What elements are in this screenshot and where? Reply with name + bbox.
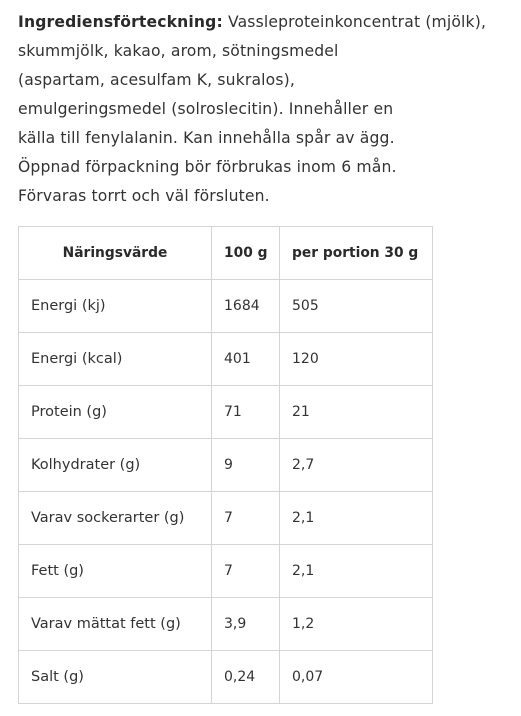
- nutrient-name: Varav sockerarter (g): [19, 492, 212, 545]
- ingredients-text: [18, 8, 518, 211]
- nutrition-header-row: [19, 227, 433, 280]
- value-per-100g: 401: [212, 333, 280, 386]
- value-per-portion: 120: [280, 333, 433, 386]
- header-per-100g: 100 g: [212, 227, 280, 280]
- value-per-100g: 1684: [212, 280, 280, 333]
- value-per-100g: 7: [212, 492, 280, 545]
- ingredients-line-4: emulgeringsmedel (solroslecitin). Innehåller en: [18, 100, 394, 118]
- ingredients-line-5: källa till fenylalanin. Kan innehålla spår av ägg.: [18, 129, 395, 147]
- table-row: [19, 598, 433, 651]
- value-per-100g: 9: [212, 439, 280, 492]
- value-per-portion: 505: [280, 280, 433, 333]
- value-per-portion: 0,07: [280, 651, 433, 704]
- table-row: [19, 492, 433, 545]
- value-per-100g: 71: [212, 386, 280, 439]
- table-row: [19, 439, 433, 492]
- value-per-100g: 0,24: [212, 651, 280, 704]
- nutrient-name: Salt (g): [19, 651, 212, 704]
- nutrient-name: Kolhydrater (g): [19, 439, 212, 492]
- table-row: [19, 333, 433, 386]
- ingredients-line-6: Öppnad förpackning bör förbrukas inom 6 mån.: [18, 158, 397, 176]
- ingredients-line-3: (aspartam, acesulfam K, sukralos),: [18, 71, 295, 89]
- nutrient-name: Varav mättat fett (g): [19, 598, 212, 651]
- ingredients-line-1: [18, 8, 518, 37]
- ingredients-line-2: skummjölk, kakao, arom, sötningsmedel: [18, 42, 339, 60]
- header-per-portion: per portion 30 g: [280, 227, 433, 280]
- nutrition-table: [18, 226, 433, 704]
- nutrient-name: Energi (kj): [19, 280, 212, 333]
- ingredients-heading: Ingrediensförteckning:: [18, 13, 223, 31]
- ingredients-line-7: Förvaras torrt och väl försluten.: [18, 187, 270, 205]
- value-per-100g: 3,9: [212, 598, 280, 651]
- header-nutrient: Näringsvärde: [19, 227, 212, 280]
- nutrient-name: Energi (kcal): [19, 333, 212, 386]
- table-row: [19, 280, 433, 333]
- value-per-portion: 2,7: [280, 439, 433, 492]
- value-per-100g: 7: [212, 545, 280, 598]
- ingredients-text-start: Vassleproteinkoncentrat (mjölk),: [222, 13, 487, 31]
- nutrient-name: Fett (g): [19, 545, 212, 598]
- value-per-portion: 2,1: [280, 545, 433, 598]
- table-row: [19, 545, 433, 598]
- nutrient-name: Protein (g): [19, 386, 212, 439]
- value-per-portion: 21: [280, 386, 433, 439]
- table-row: [19, 386, 433, 439]
- table-row: [19, 651, 433, 704]
- value-per-portion: 2,1: [280, 492, 433, 545]
- value-per-portion: 1,2: [280, 598, 433, 651]
